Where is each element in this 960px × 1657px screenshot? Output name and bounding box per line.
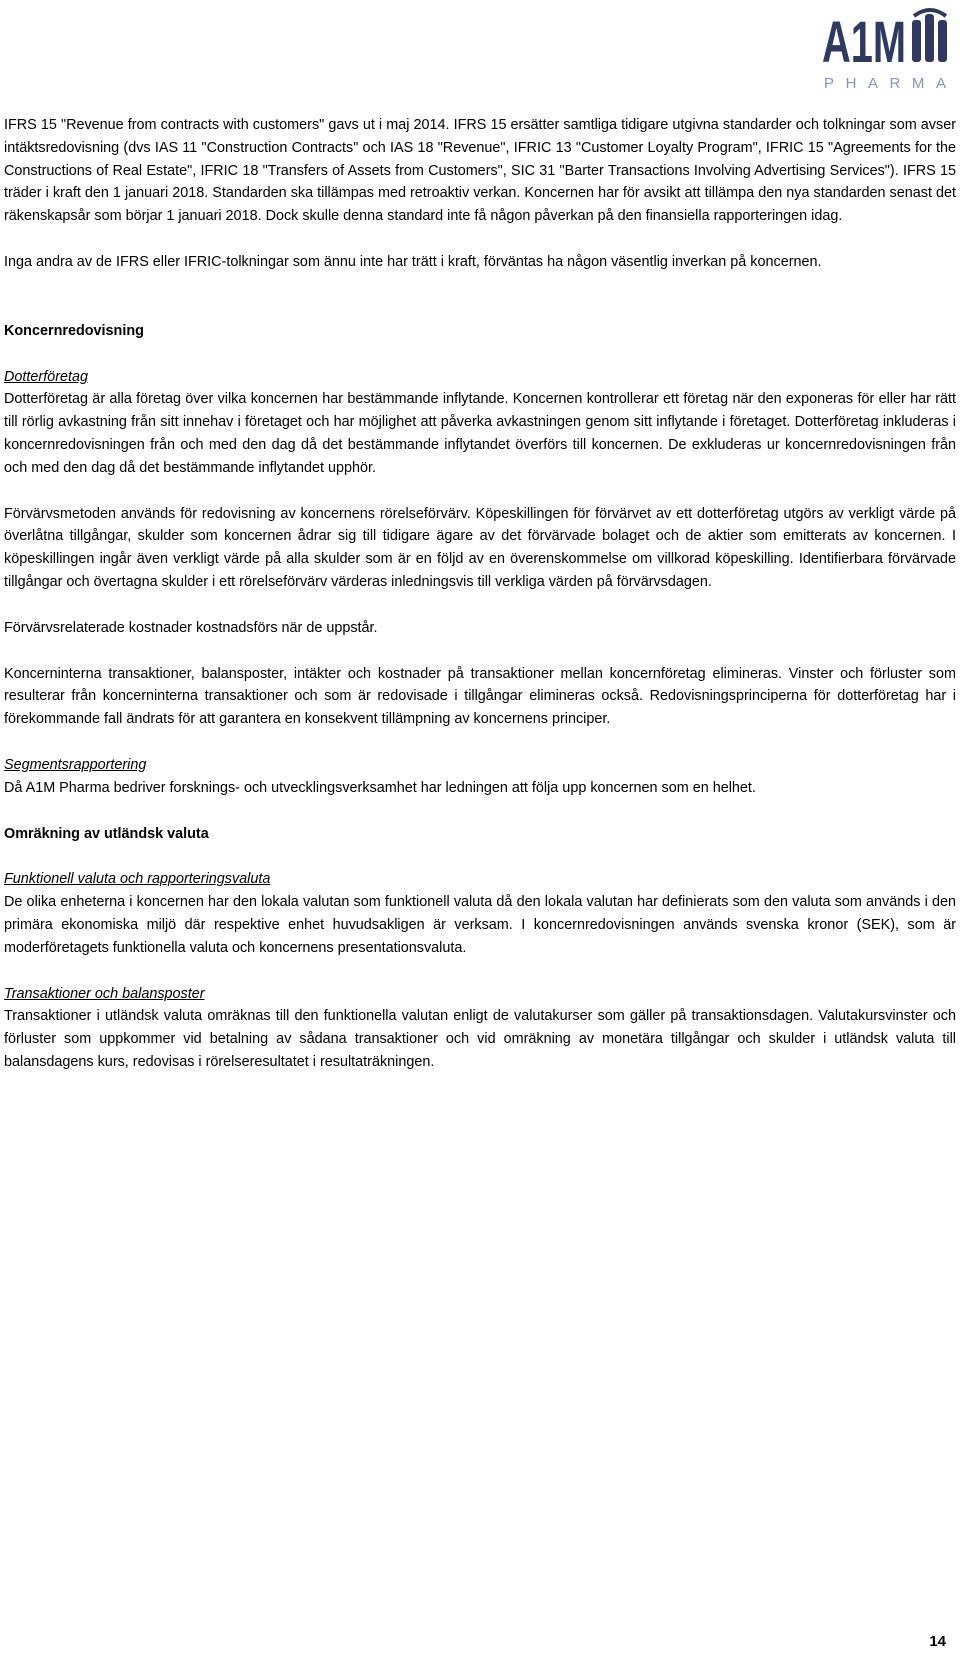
- heading-koncernredovisning: Koncernredovisning: [4, 322, 144, 339]
- paragraph-forvarvskostnader: Förvärvsrelaterade kostnader kostnadsförs när de uppstår.: [4, 619, 378, 636]
- subheading-dotterforetag: Dotterföretag: [4, 368, 88, 385]
- subheading-transaktioner: Transaktioner och balansposter: [4, 985, 205, 1002]
- paragraph-dotterforetag: Dotterföretag är alla företag över vilka koncernen har bestämmande inflytande. Koncernen kontrollerar ett företag när den exponeras för eller har rätt till rörlig avkastning från sitt innehav i företaget och har möjlighet att påverka avkastningen genom sitt inflytande i företaget. Dotterföretag inkluderas i koncernredovisningen från och med den dag då det bestämmande inflytandet överförs till koncernen. De exkluderas ur koncernredovisningen från och med den dag då det bestämmande inflytandet upphör.: [4, 391, 956, 476]
- paragraph-transaktioner: Transaktioner i utländsk valuta omräknas till den funktionella valutan enligt de valutakurser som gäller på transaktionsdagen. Valutakursvinster och förluster som uppkommer vid betalning av sådana transaktioner och vid omräkning av monetära tillgångar och skulder i utländsk valuta till balansdagens kurs, redovisas i rörelseresultatet i resultaträkningen.: [4, 1008, 956, 1070]
- svg-text:PHARMA: PHARMA: [824, 75, 946, 92]
- subheading-funktionell-valuta: Funktionell valuta och rapporteringsvaluta: [4, 871, 271, 888]
- company-logo: [818, 0, 954, 96]
- heading-valuta: Omräkning av utländsk valuta: [4, 825, 209, 842]
- paragraph-funktionell-valuta: De olika enheterna i koncernen har den lokala valutan som funktionell valuta då den lokala valutan har definierats som den valuta som används i den primära ekonomiska miljö där respektive enhet huvudsakligen är verksam. I koncernredovisningen används svenska kronor (SEK), som är moderföretagets funktionella valuta och koncernens presentationsvaluta.: [4, 894, 956, 956]
- paragraph-ifrs15: IFRS 15 "Revenue from contracts with customers" gavs ut i maj 2014. IFRS 15 ersätter samtliga tidigare utgivna standarder och tolkningar som avser intäktsredovisning (dvs IAS 11 "Construction Contracts" och IAS 18 "Revenue", IFRIC 13 "Customer Loyalty Program", IFRIC 15 "Agreements for the Constructions of Real Estate", IFRIC 18 "Transfers of Assets from Customers", SIC 31 "Barter Transactions Involving Advertising Services"). IFRS 15 träder i kraft den 1 januari 2018. Standarden ska tillämpas med retroaktiv verkan. Koncernen har för avsikt att tillämpa den nya standarden senast det räkenskapsår som börjar 1 januari 2018. Dock skulle denna standard inte få någon påverkan på den finansiella rapporteringen idag.: [4, 117, 956, 225]
- page-number: 14: [929, 1633, 946, 1650]
- svg-text:A1M: A1M: [822, 10, 906, 75]
- subheading-segmentsrapportering: Segmentsrapportering: [4, 756, 147, 773]
- paragraph-segment: Då A1M Pharma bedriver forsknings- och utvecklingsverksamhet har ledningen att följa upp koncernen som en helhet.: [4, 779, 756, 796]
- paragraph-ifric-other: Inga andra av de IFRS eller IFRIC-tolkningar som ännu inte har trätt i kraft, förväntas ha någon väsentlig inverkan på koncernen.: [4, 253, 822, 270]
- paragraph-forvarvsmetoden: Förvärvsmetoden används för redovisning av koncernens rörelseförvärv. Köpeskillingen för förvärvet av ett dotterföretag utgörs av verkligt värde på överlåtna tillgångar, skulder som koncernen ådrar sig till tidigare ägare av det förvärvade bolaget och de aktier som emitterats av koncernen. I köpeskillingen ingår även verkligt värde på alla skulder som är en följd av en överenskommelse om villkorad köpeskilling. Identifierbara förvärvade tillgångar och övertagna skulder i ett rörelseförvärv värderas inledningsvis till verkliga värden på förvärvsdagen.: [4, 505, 956, 590]
- document-body: [4, 114, 956, 1074]
- paragraph-koncerninterna: Koncerninterna transaktioner, balansposter, intäkter och kostnader på transaktioner mellan koncernföretag elimineras. Vinster och förluster som resulterar från koncerninterna transaktioner och som är redovisade i tillgångar elimineras också. Redovisningsprinciperna för dotterföretag har i förekommande fall ändrats för att garantera en konsekvent tillämpning av koncernens principer.: [4, 665, 956, 728]
